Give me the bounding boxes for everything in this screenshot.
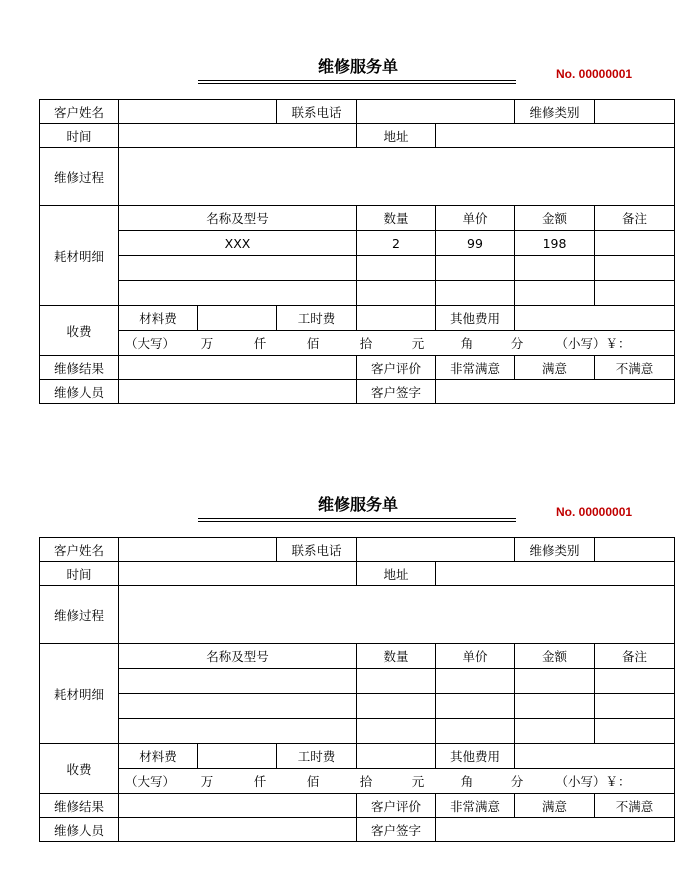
repair-type-label: 维修类别: [515, 100, 595, 124]
unsatisfied-option[interactable]: 不满意: [595, 794, 675, 818]
signature-label: 客户签字: [357, 380, 436, 404]
repair-type-field[interactable]: [595, 538, 675, 562]
item-price-cell[interactable]: 99: [436, 231, 515, 256]
fen-unit: 分: [510, 336, 524, 351]
title-underline: [198, 80, 516, 81]
item-qty-cell[interactable]: 2: [357, 231, 436, 256]
fees-label: 收费: [40, 306, 119, 356]
yuan-unit: 元: [411, 774, 425, 789]
address-field[interactable]: [436, 124, 675, 148]
labor-fee-field[interactable]: [357, 306, 436, 331]
unsatisfied-option[interactable]: 不满意: [595, 356, 675, 380]
item-qty-cell[interactable]: [357, 281, 436, 306]
fen-unit: 分: [510, 774, 524, 789]
item-note-cell[interactable]: [595, 281, 675, 306]
qian-unit: 仟: [253, 774, 267, 789]
serial-number: No. 00000001: [556, 67, 633, 81]
result-field[interactable]: [119, 356, 357, 380]
other-fee-label: 其他费用: [436, 744, 515, 769]
item-name-cell[interactable]: [119, 694, 357, 719]
amount-in-words-field[interactable]: [119, 769, 675, 794]
very-satisfied-option[interactable]: 非常满意: [436, 356, 515, 380]
wan-unit: 万: [200, 336, 214, 351]
amount-in-words-field[interactable]: [119, 331, 675, 356]
qian-unit: 仟: [253, 336, 267, 351]
time-field[interactable]: [119, 124, 357, 148]
table-row: [40, 231, 675, 256]
satisfied-option[interactable]: 满意: [515, 356, 595, 380]
bai-unit: 佰: [306, 336, 320, 351]
item-qty-cell[interactable]: [357, 669, 436, 694]
daxie-label: （大写）: [124, 774, 175, 789]
col-name-header: 名称及型号: [119, 644, 357, 669]
item-qty-cell[interactable]: [357, 694, 436, 719]
other-fee-label: 其他费用: [436, 306, 515, 331]
col-price-header: 单价: [436, 206, 515, 231]
customer-name-field[interactable]: [119, 100, 277, 124]
material-fee-label: 材料费: [119, 306, 198, 331]
item-name-cell[interactable]: [119, 256, 357, 281]
col-qty-header: 数量: [357, 206, 436, 231]
result-label: 维修结果: [40, 356, 119, 380]
technician-label: 维修人员: [40, 818, 119, 842]
table-row: [40, 694, 675, 719]
table-row: [40, 669, 675, 694]
shi-unit: 拾: [359, 336, 373, 351]
material-fee-label: 材料费: [119, 744, 198, 769]
table-row: [40, 256, 675, 281]
technician-label: 维修人员: [40, 380, 119, 404]
technician-field[interactable]: [119, 380, 357, 404]
item-name-cell[interactable]: XXX: [119, 231, 357, 256]
labor-fee-label: 工时费: [277, 744, 357, 769]
process-label: 维修过程: [40, 148, 119, 206]
xiaoxie-label: （小写）￥：: [555, 336, 631, 351]
signature-label: 客户签字: [357, 818, 436, 842]
item-name-cell[interactable]: [119, 719, 357, 744]
title-underline: [198, 518, 516, 519]
time-field[interactable]: [119, 562, 357, 586]
form-title: 维修服务单: [317, 57, 398, 76]
customer-name-label: 客户姓名: [40, 538, 119, 562]
item-amount-cell[interactable]: 198: [515, 231, 595, 256]
process-field[interactable]: [119, 148, 675, 206]
daxie-label: （大写）: [124, 336, 175, 351]
signature-field[interactable]: [436, 380, 675, 404]
table-row: [40, 719, 675, 744]
col-price-header: 单价: [436, 644, 515, 669]
item-name-cell[interactable]: [119, 669, 357, 694]
col-amount-header: 金额: [515, 206, 595, 231]
title-underline-double: [198, 521, 516, 522]
customer-name-label: 客户姓名: [40, 100, 119, 124]
phone-label: 联系电话: [277, 538, 357, 562]
item-price-cell[interactable]: [436, 669, 515, 694]
item-note-cell[interactable]: [595, 669, 675, 694]
signature-field[interactable]: [436, 818, 675, 842]
item-price-cell[interactable]: [436, 256, 515, 281]
shi-unit: 拾: [359, 774, 373, 789]
phone-label: 联系电话: [277, 100, 357, 124]
table-row: [40, 281, 675, 306]
result-label: 维修结果: [40, 794, 119, 818]
repair-form-table: [39, 537, 675, 842]
col-name-header: 名称及型号: [119, 206, 357, 231]
item-amount-cell[interactable]: [515, 256, 595, 281]
bai-unit: 佰: [306, 774, 320, 789]
title-underline-double: [198, 83, 516, 84]
col-note-header: 备注: [595, 644, 675, 669]
address-label: 地址: [357, 562, 436, 586]
col-note-header: 备注: [595, 206, 675, 231]
phone-field[interactable]: [357, 538, 515, 562]
item-qty-cell[interactable]: [357, 256, 436, 281]
satisfied-option[interactable]: 满意: [515, 794, 595, 818]
wan-unit: 万: [200, 774, 214, 789]
item-price-cell[interactable]: [436, 719, 515, 744]
customer-name-field[interactable]: [119, 538, 277, 562]
address-field[interactable]: [436, 562, 675, 586]
repair-type-label: 维修类别: [515, 538, 595, 562]
repair-type-field[interactable]: [595, 100, 675, 124]
form-title: 维修服务单: [317, 495, 398, 514]
process-field[interactable]: [119, 586, 675, 644]
phone-field[interactable]: [357, 100, 515, 124]
repair-form-table: [39, 99, 675, 404]
serial-number: No. 00000001: [556, 505, 633, 519]
jiao-unit: 角: [460, 336, 474, 351]
col-qty-header: 数量: [357, 644, 436, 669]
evaluation-label: 客户评价: [357, 356, 436, 380]
material-fee-field[interactable]: [198, 306, 277, 331]
item-amount-cell[interactable]: [515, 719, 595, 744]
result-field[interactable]: [119, 794, 357, 818]
other-fee-field[interactable]: [515, 306, 675, 331]
item-qty-cell[interactable]: [357, 719, 436, 744]
yuan-unit: 元: [411, 336, 425, 351]
technician-field[interactable]: [119, 818, 357, 842]
item-name-cell[interactable]: [119, 281, 357, 306]
time-label: 时间: [40, 562, 119, 586]
labor-fee-field[interactable]: [357, 744, 436, 769]
process-label: 维修过程: [40, 586, 119, 644]
item-note-cell[interactable]: [595, 256, 675, 281]
other-fee-field[interactable]: [515, 744, 675, 769]
col-amount-header: 金额: [515, 644, 595, 669]
time-label: 时间: [40, 124, 119, 148]
item-note-cell[interactable]: [595, 694, 675, 719]
evaluation-label: 客户评价: [357, 794, 436, 818]
address-label: 地址: [357, 124, 436, 148]
item-note-cell[interactable]: [595, 719, 675, 744]
item-amount-cell[interactable]: [515, 669, 595, 694]
xiaoxie-label: （小写）￥：: [555, 774, 631, 789]
item-price-cell[interactable]: [436, 694, 515, 719]
jiao-unit: 角: [460, 774, 474, 789]
materials-label: 耗材明细: [40, 206, 119, 306]
item-amount-cell[interactable]: [515, 694, 595, 719]
labor-fee-label: 工时费: [277, 306, 357, 331]
item-price-cell[interactable]: [436, 281, 515, 306]
fees-label: 收费: [40, 744, 119, 794]
materials-label: 耗材明细: [40, 644, 119, 744]
material-fee-field[interactable]: [198, 744, 277, 769]
item-note-cell[interactable]: [595, 231, 675, 256]
item-amount-cell[interactable]: [515, 281, 595, 306]
very-satisfied-option[interactable]: 非常满意: [436, 794, 515, 818]
